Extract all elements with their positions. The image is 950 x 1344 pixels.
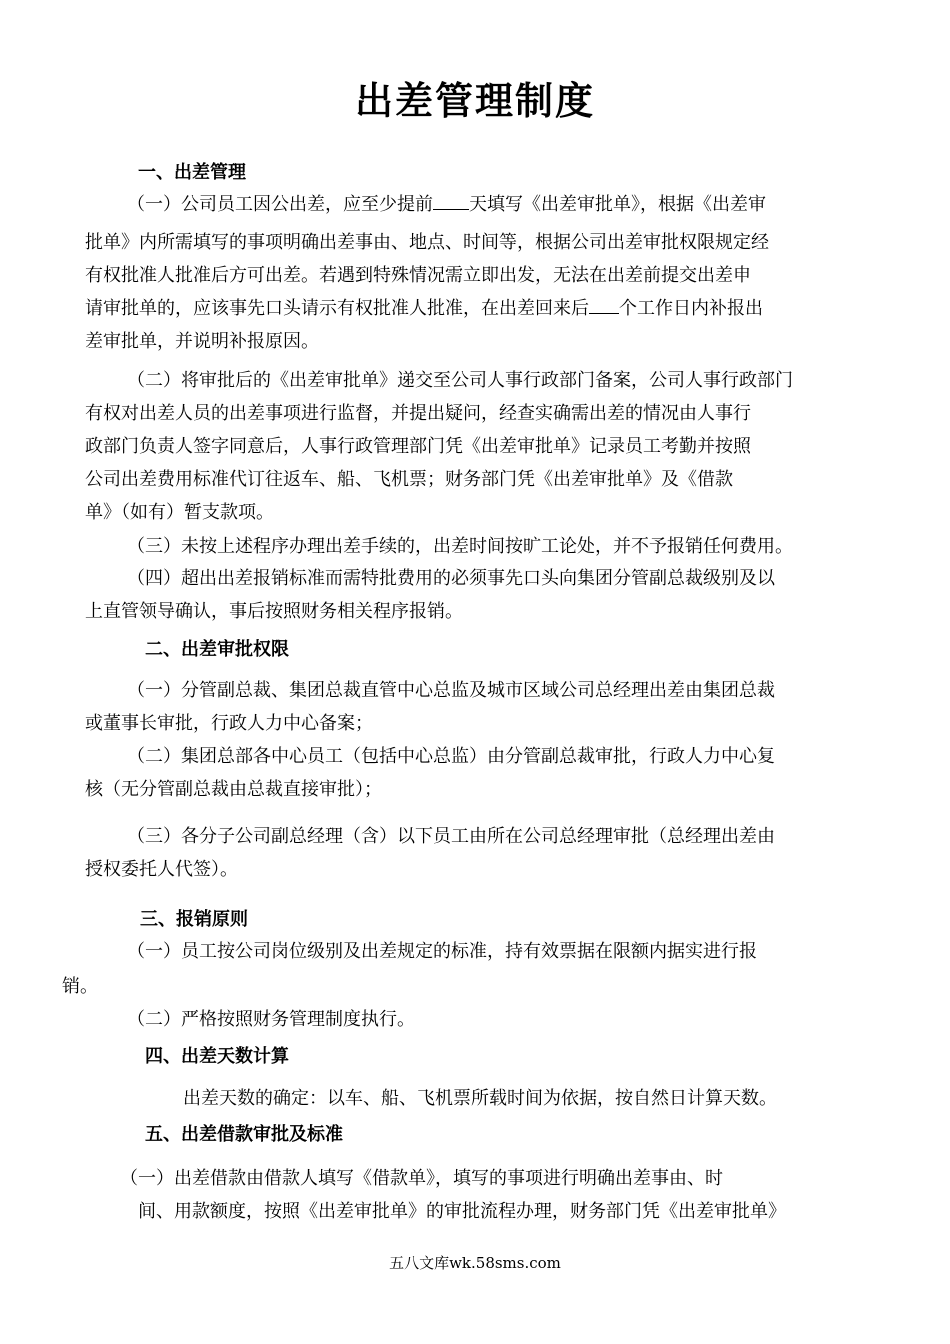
page-title: 出差管理制度	[354, 79, 595, 123]
paragraph-1-1: （一）公司员工因公出差，应至少提前 天填写《出差审批单》，根据《出差审	[127, 188, 766, 221]
paragraph-1-4: （四）超出出差报销标准而需特批费用的必须事先口头向集团分管副总裁级别及以	[127, 568, 775, 589]
paragraph-5-1: （一）出差借款由借款人填写《借款单》，填写的事项进行明确出差事由、时	[120, 1168, 723, 1189]
paragraph-2-1-cont: 或董事长审批，行政人力中心备案；	[85, 713, 373, 734]
paragraph-1-2-cont: 有权对出差人员的出差事项进行监督，并提出疑问，经查实确需出差的情况由人事行 政部门负责人签字同意后，人事行政管理部门凭《出差审批单》记录员工考勤并按照 公司出差费用标准代订往返车、船、飞机票；财务部门凭《出差审批单》及《借款 单》（如有）暂支款项。	[85, 403, 751, 523]
section-heading-3: 三、报销原则	[140, 909, 248, 930]
paragraph-2-3-cont: 授权委托人代签）。	[85, 859, 238, 880]
paragraph-2-2: （二）集团总部各中心员工（包括中心总监）由分管副总裁审批，行政人力中心复	[127, 746, 775, 767]
paragraph-3-1-cont: 销。	[62, 976, 98, 997]
paragraph-1-4-cont: 上直管领导确认，事后按照财务相关程序报销。	[85, 601, 463, 622]
paragraph-2-3: （三）各分子公司副总经理（含）以下员工由所在公司总经理审批（总经理出差由	[127, 826, 775, 847]
paragraph-1-3: （三）未按上述程序办理出差手续的，出差时间按旷工论处，并不予报销任何费用。	[127, 536, 793, 557]
section-heading-4: 四、出差天数计算	[145, 1046, 289, 1067]
section-heading-2: 二、出差审批权限	[145, 639, 289, 660]
paragraph-1-1-cont: 批单》内所需填写的事项明确出差事由、地点、时间等，根据公司出差审批权限规定经 有权批准人批准后方可出差。若遇到特殊情况需立即出发，无法在出差前提交出差申 请审批单的，应该事先口头请示有权批准人批准，在出差回来后 个工作日内补报出 差审批单，并说明补报原因。	[85, 232, 769, 352]
section-heading-5: 五、出差借款审批及标准	[145, 1124, 343, 1145]
paragraph-3-1: （一）员工按公司岗位级别及出差规定的标准，持有效票据在限额内据实进行报	[127, 941, 757, 962]
paragraph-2-2-cont: 核（无分管副总裁由总裁直接审批）；	[85, 779, 382, 800]
paragraph-1-2: （二）将审批后的《出差审批单》递交至公司人事行政部门备案，公司人事行政部门	[127, 370, 793, 391]
blank-field	[433, 191, 469, 210]
paragraph-5-1-cont: 间、用款额度，按照《出差审批单》的审批流程办理，财务部门凭《出差审批单》	[138, 1201, 786, 1222]
section-heading-1: 一、出差管理	[138, 162, 246, 183]
paragraph-3-2: （二）严格按照财务管理制度执行。	[127, 1009, 415, 1030]
paragraph-4-1: 出差天数的确定：以车、船、飞机票所载时间为依据，按自然日计算天数。	[183, 1088, 777, 1109]
page-footer: 五八文库wk.58sms.com	[389, 1254, 561, 1272]
blank-field	[589, 295, 619, 314]
paragraph-2-1: （一）分管副总裁、集团总裁直管中心总监及城市区域公司总经理出差由集团总裁	[127, 680, 775, 701]
